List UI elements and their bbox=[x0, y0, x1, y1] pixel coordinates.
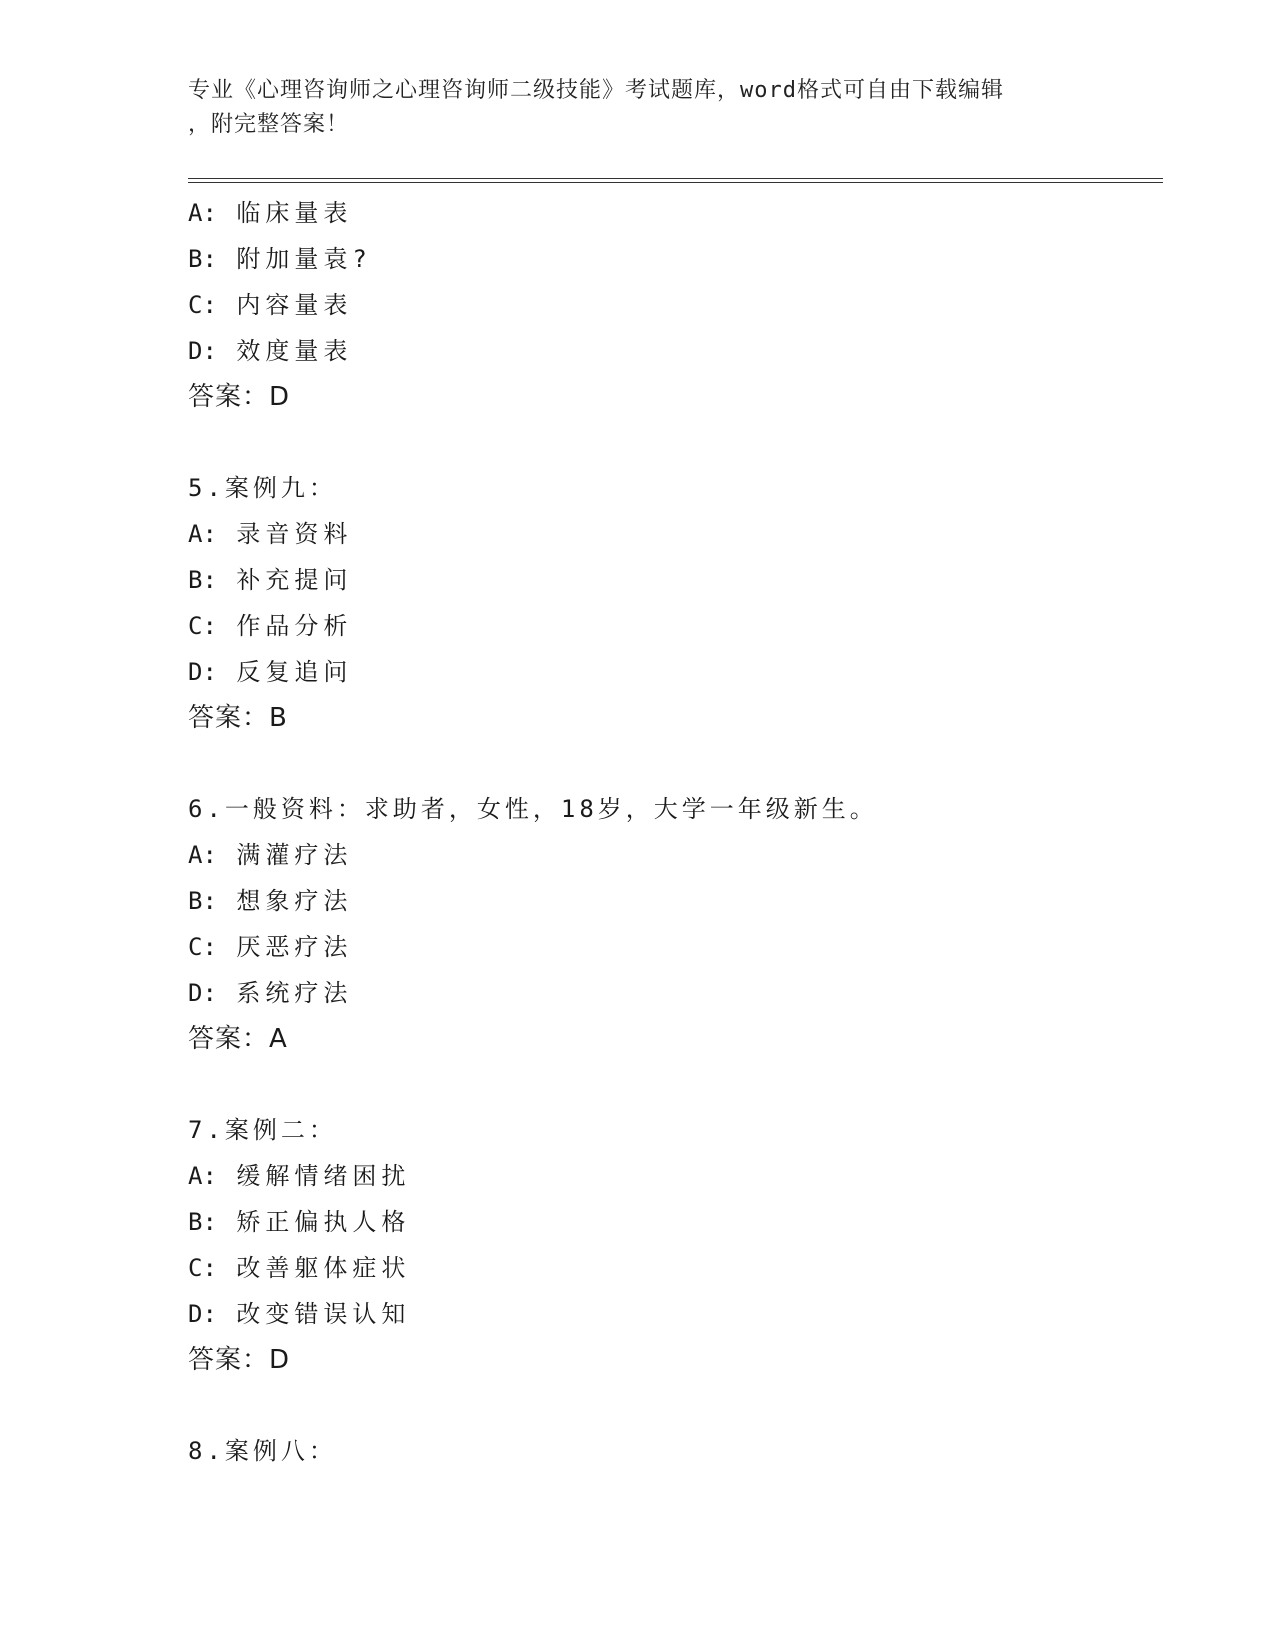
header-line-2: ，附完整答案！ bbox=[188, 112, 350, 137]
option-c: C: 作品分析 bbox=[188, 612, 353, 640]
option-a: A: 满灌疗法 bbox=[188, 841, 353, 869]
document-header bbox=[188, 74, 1088, 142]
question-block bbox=[188, 1107, 1148, 1383]
option-c: C: 厌恶疗法 bbox=[188, 933, 353, 961]
question-list bbox=[188, 190, 1148, 1474]
option-c: C: 改善躯体症状 bbox=[188, 1254, 411, 1282]
answer-line: 答案：D bbox=[188, 1345, 291, 1375]
header-divider bbox=[188, 178, 1163, 183]
option-c: C: 内容量表 bbox=[188, 291, 353, 319]
answer-line: 答案：D bbox=[188, 382, 291, 412]
answer-line: 答案：B bbox=[188, 703, 288, 733]
option-a: A: 临床量表 bbox=[188, 199, 353, 227]
option-d: D: 效度量表 bbox=[188, 337, 353, 365]
option-b: B: 附加量袁? bbox=[188, 245, 372, 273]
option-b: B: 补充提问 bbox=[188, 566, 353, 594]
answer-line: 答案：A bbox=[188, 1024, 288, 1054]
option-d: D: 改变错误认知 bbox=[188, 1300, 411, 1328]
option-a: A: 录音资料 bbox=[188, 520, 353, 548]
question-block bbox=[188, 1428, 1148, 1474]
question-title: 8.案例八： bbox=[188, 1437, 337, 1465]
question-title: 7.案例二： bbox=[188, 1116, 337, 1144]
question-block bbox=[188, 465, 1148, 741]
option-b: B: 矫正偏执人格 bbox=[188, 1208, 411, 1236]
header-line-1: 专业《心理咨询师之心理咨询师二级技能》考试题库，word格式可自由下载编辑 bbox=[188, 78, 1004, 103]
option-b: B: 想象疗法 bbox=[188, 887, 353, 915]
question-block bbox=[188, 786, 1148, 1062]
option-d: D: 反复追问 bbox=[188, 658, 353, 686]
question-block bbox=[188, 190, 1148, 420]
option-a: A: 缓解情绪困扰 bbox=[188, 1162, 411, 1190]
question-title: 5.案例九： bbox=[188, 474, 337, 502]
option-d: D: 系统疗法 bbox=[188, 979, 353, 1007]
question-title: 6.一般资料：求助者，女性，18岁，大学一年级新生。 bbox=[188, 795, 878, 823]
